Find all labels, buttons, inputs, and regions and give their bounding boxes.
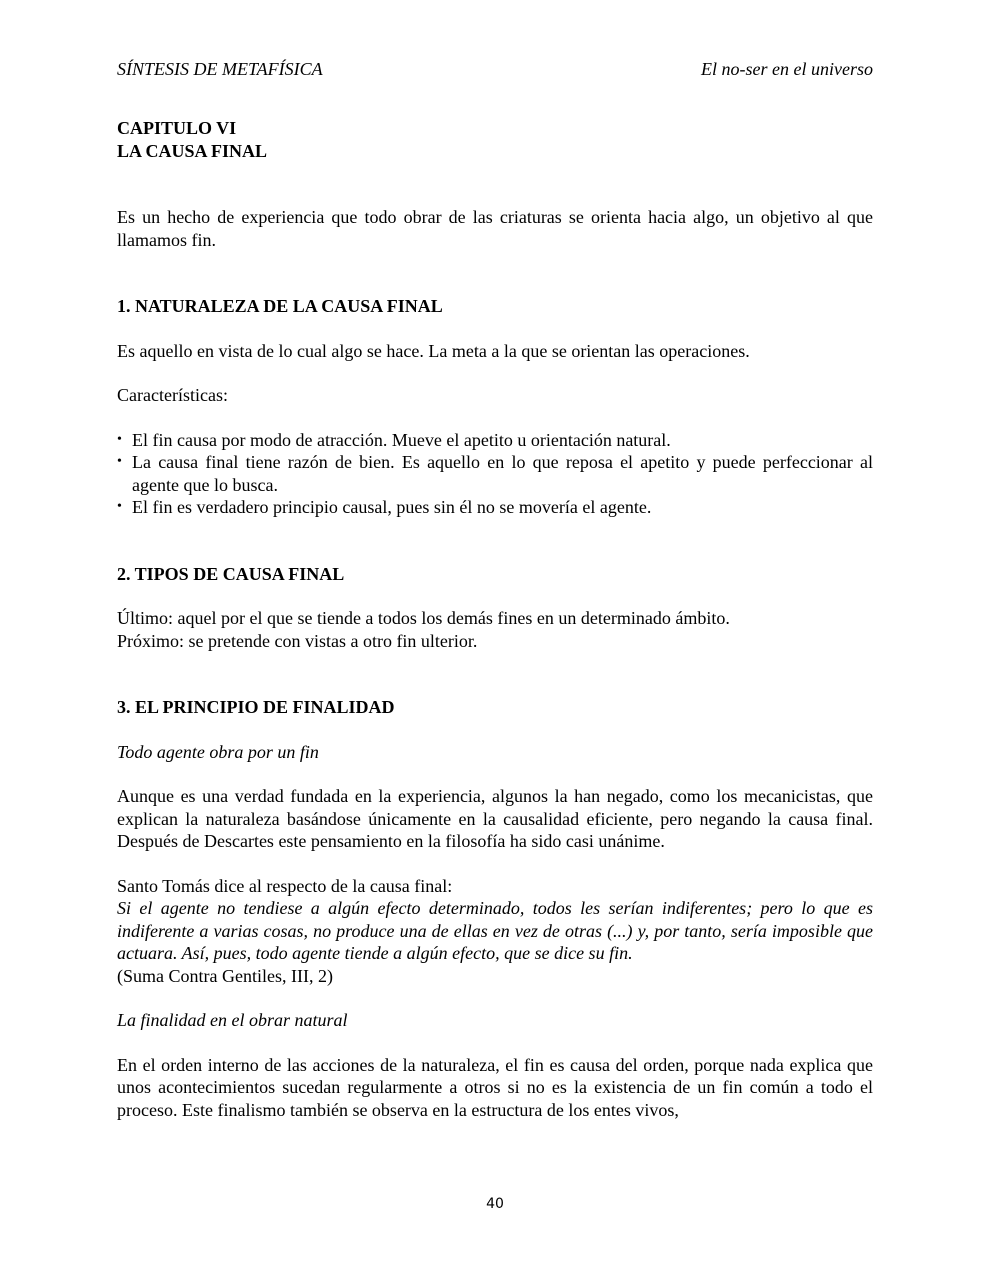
type-proximo: Próximo: se pretende con vistas a otro fin ulterior. [117, 630, 478, 651]
features-list [117, 429, 873, 519]
quote-text: Si el agente no tendiese a algún efecto determinado, todos les serían indiferentes; pero lo que es indiferente a varias cosas, no produce una de ellas en vez de otras (...) y, por tanto, sería imposible que actuara. Así, pues, todo agente tiende a algún efecto, que se dice su fin. [117, 898, 873, 963]
quote-citation: (Suma Contra Gentiles, III, 2) [117, 965, 333, 986]
bullet-icon: • [117, 499, 122, 514]
intro-paragraph: Es un hecho de experiencia que todo obrar de las criaturas se orienta hacia algo, un objetivo al que llamamos fin. [117, 207, 873, 250]
principle-statement: Todo agente obra por un fin [117, 741, 319, 762]
list-item: • La causa final tiene razón de bien. Es aquello en lo que reposa el apetito y puede perfeccionar al agente que lo busca. [117, 452, 873, 495]
header-book-title: SÍNTESIS DE METAFÍSICA [117, 59, 323, 79]
bullet-icon: • [117, 454, 122, 469]
chapter-number: CAPITULO VI [117, 118, 237, 138]
type-ultimo: Último: aquel por el que se tiende a todos los demás fines en un determinado ámbito. [117, 608, 730, 628]
list-item: • El fin es verdadero principio causal, pues sin él no se movería el agente. [117, 497, 652, 517]
definition-paragraph: Es aquello en vista de lo cual algo se hace. La meta a la que se orientan las operaciones. [117, 340, 750, 361]
section-heading-2: 2. TIPOS DE CAUSA FINAL [117, 563, 345, 584]
subheading: La finalidad en el obrar natural [117, 1010, 348, 1030]
chapter-title: LA CAUSA FINAL [117, 140, 268, 161]
mechanicism-paragraph: Aunque es una verdad fundada en la experiencia, algunos la han negado, como los mecanicistas, que explican la naturaleza basándose únicamente en la causalidad eficiente, pero negando la causa final. Después de Descartes este pensamiento en la filosofía ha sido casi unánime. [117, 786, 873, 851]
features-label: Características: [117, 385, 228, 405]
list-item: • El fin causa por modo de atracción. Mueve el apetito u orientación natural. [117, 429, 671, 450]
quote-intro: Santo Tomás dice al respecto de la causa final: [117, 875, 453, 896]
section-heading-3: 3. EL PRINCIPIO DE FINALIDAD [117, 697, 395, 717]
section-heading-1: 1. NATURALEZA DE LA CAUSA FINAL [117, 296, 443, 316]
page-body [117, 117, 873, 1121]
page-number: 40 [486, 1196, 504, 1212]
header-section-title: El no-ser en el universo [701, 59, 873, 79]
natural-order-paragraph: En el orden interno de las acciones de la naturaleza, el fin es causa del orden, porque nada explica que unos acontecimientos sucedan regularmente a otros si no es la existencia de un fin común a todo el proceso. Este finalismo también se observa en la estructura de los entes vivos, [117, 1054, 873, 1120]
bullet-icon: • [117, 431, 122, 447]
